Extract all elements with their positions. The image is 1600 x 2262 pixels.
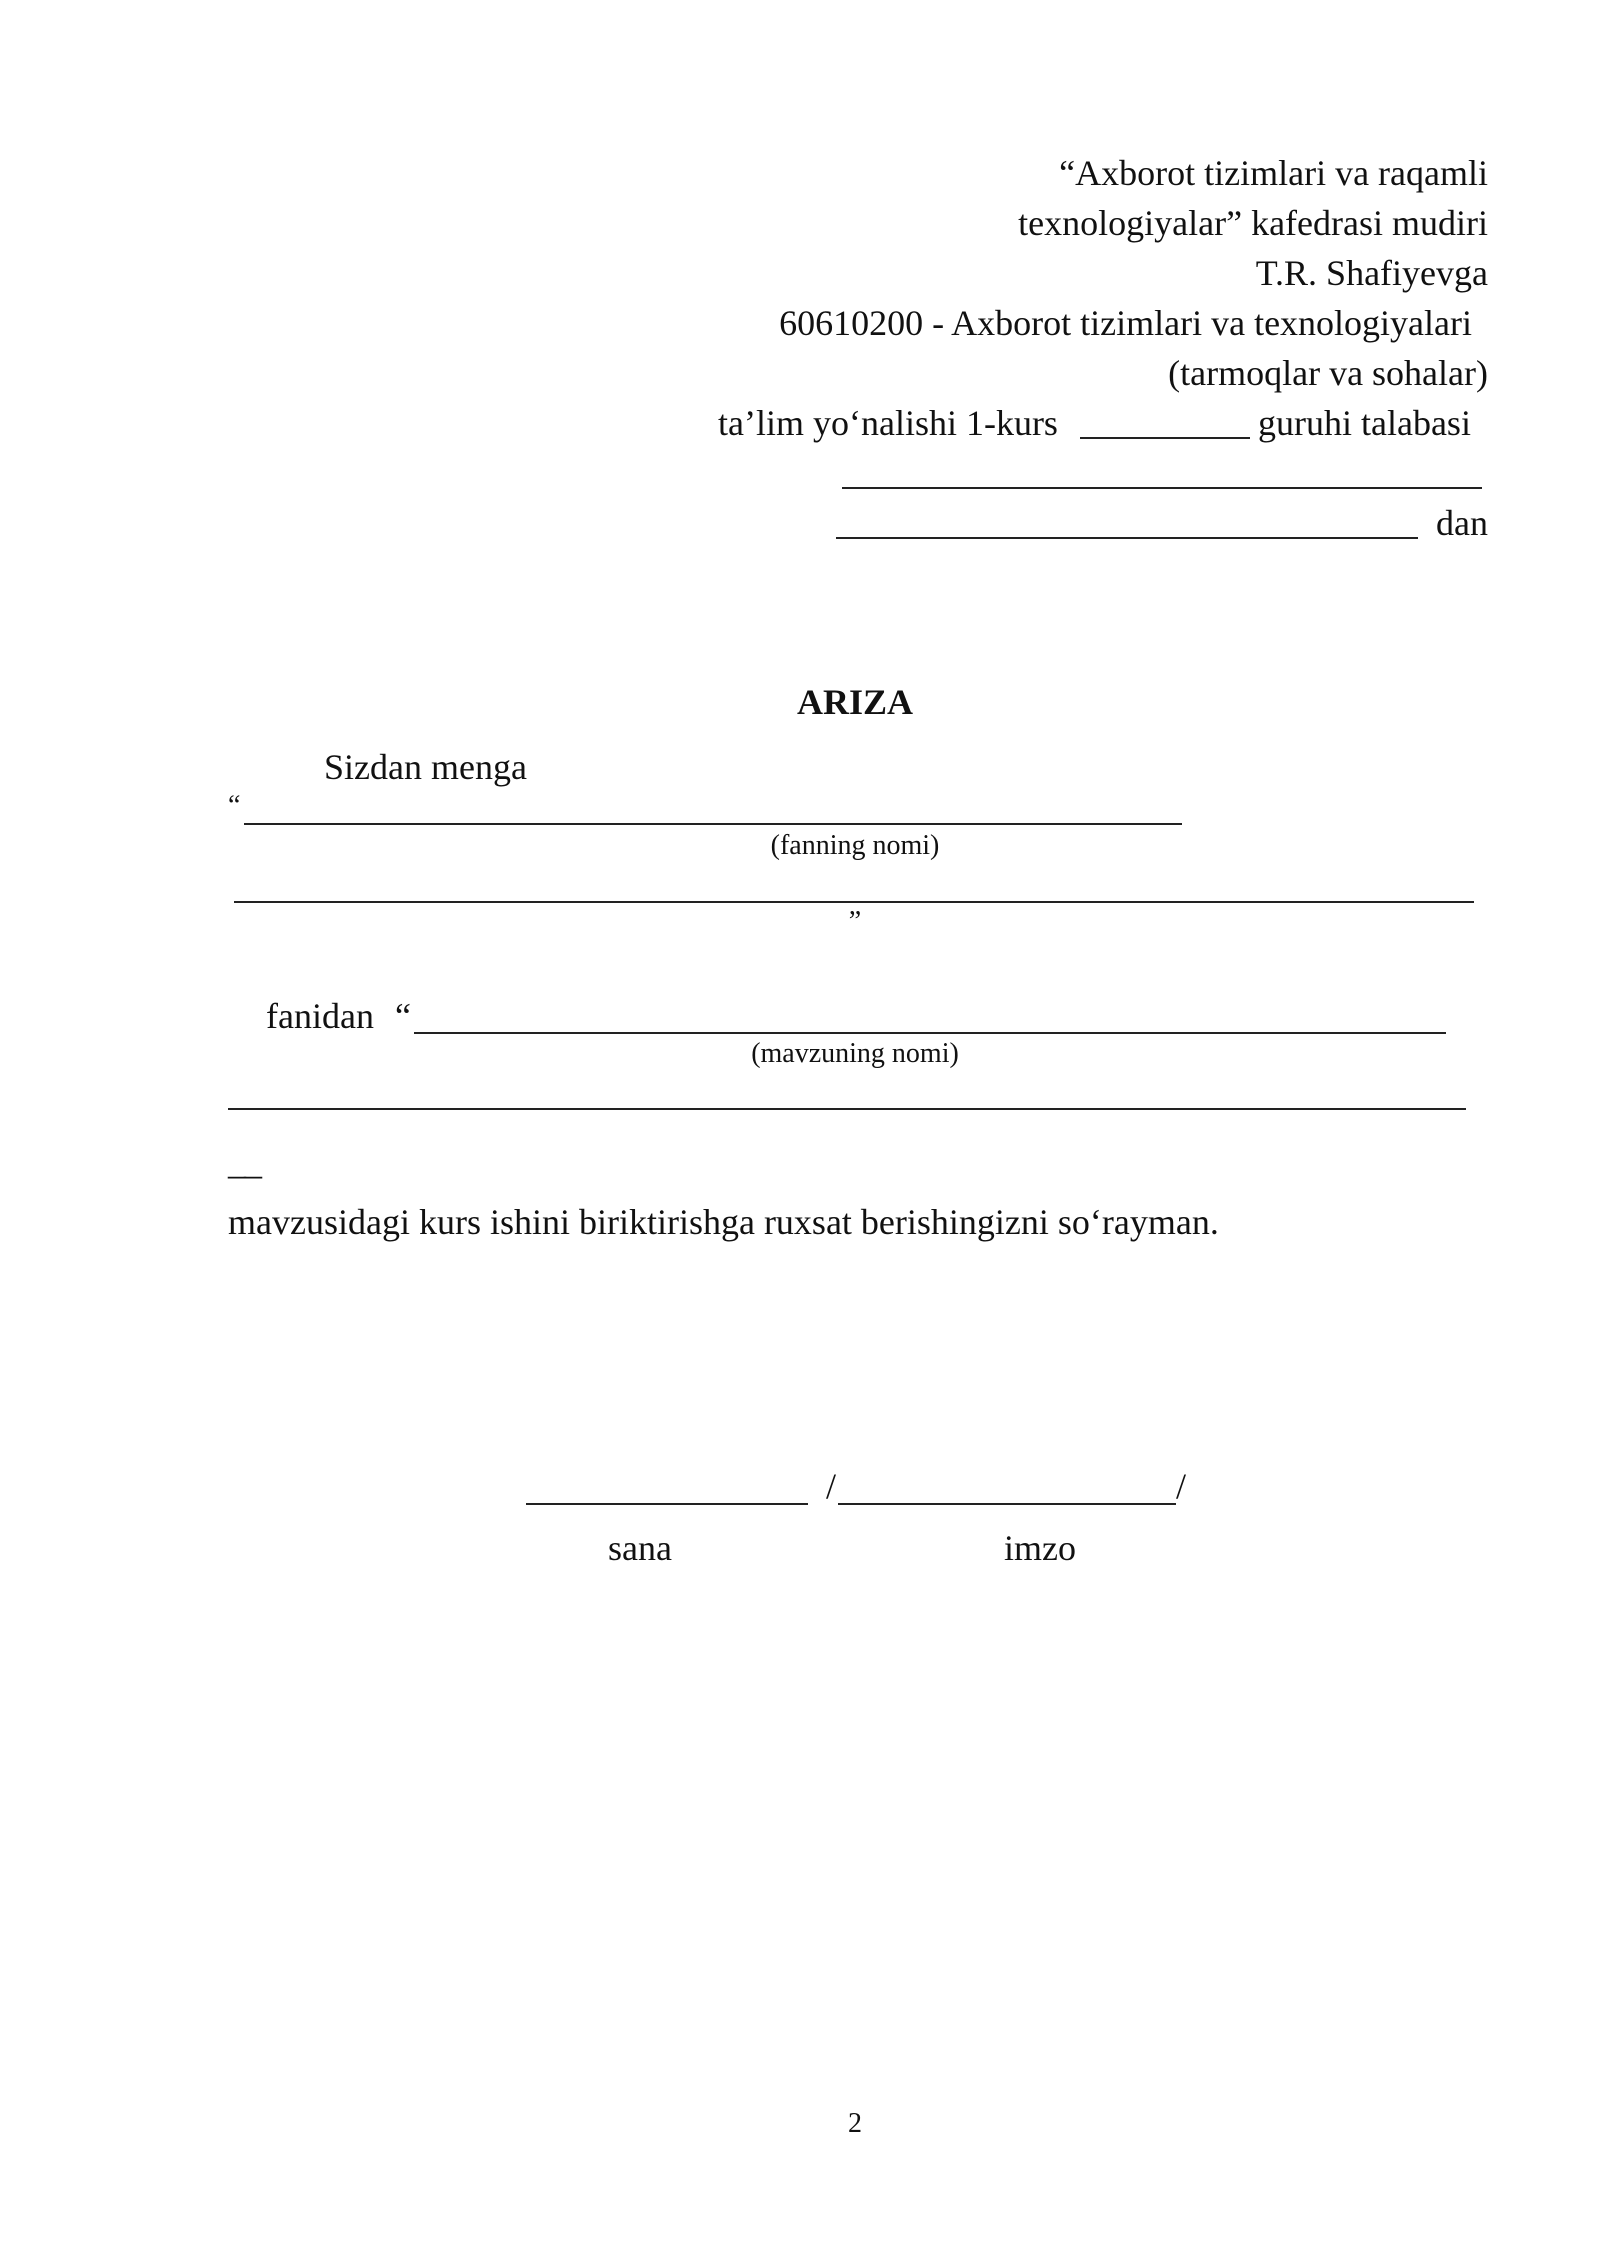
topic-blank-line-2 [228,1108,1466,1110]
request-text: mavzusidagi kurs ishini biriktirishga ruxsat berishingizni so‘rayman. [228,1202,1219,1242]
course-line-suffix: guruhi talabasi [1258,403,1471,443]
addressee-name: T.R. Shafiyevga [1255,253,1488,293]
student-name-blank-line [842,487,1482,489]
addressee-line-1: “Axborot tizimlari va raqamli [1059,153,1488,193]
page-number: 2 [848,2108,862,2139]
program-subline: (tarmoqlar va sohalar) [1168,353,1488,393]
topic-blank-line [414,1032,1446,1034]
stray-dash: __ [228,1142,260,1182]
subject-close-quote: ” [848,906,862,937]
fanidan-label: fanidan [266,996,374,1036]
date-blank-line [526,1503,808,1505]
course-line-prefix: ta’lim yo‘nalishi 1-kurs [718,403,1058,443]
from-suffix: dan [1436,503,1488,543]
signature-label: imzo [1004,1528,1076,1568]
subject-hint: (fanning nomi) [770,830,940,861]
addressee-line-2: texnologiyalar” kafedrasi mudiri [1018,203,1488,243]
subject-blank-line-2 [234,901,1474,903]
topic-open-quote: “ [395,996,411,1036]
signature-blank-line [838,1503,1176,1505]
signature-slash-close: / [1176,1466,1187,1506]
subject-open-quote: “ [228,790,241,821]
group-blank-line [1080,437,1250,439]
topic-hint: (mavzuning nomi) [751,1038,959,1069]
program-line: 60610200 - Axborot tizimlari va texnologiyalari [779,303,1472,343]
signature-slash-open: / [826,1466,837,1506]
subject-blank-line [244,823,1182,825]
date-label: sana [608,1528,672,1568]
student-name-blank-line-2 [836,537,1418,539]
intro-text: Sizdan menga [324,747,527,787]
document-title: ARIZA [796,682,913,722]
